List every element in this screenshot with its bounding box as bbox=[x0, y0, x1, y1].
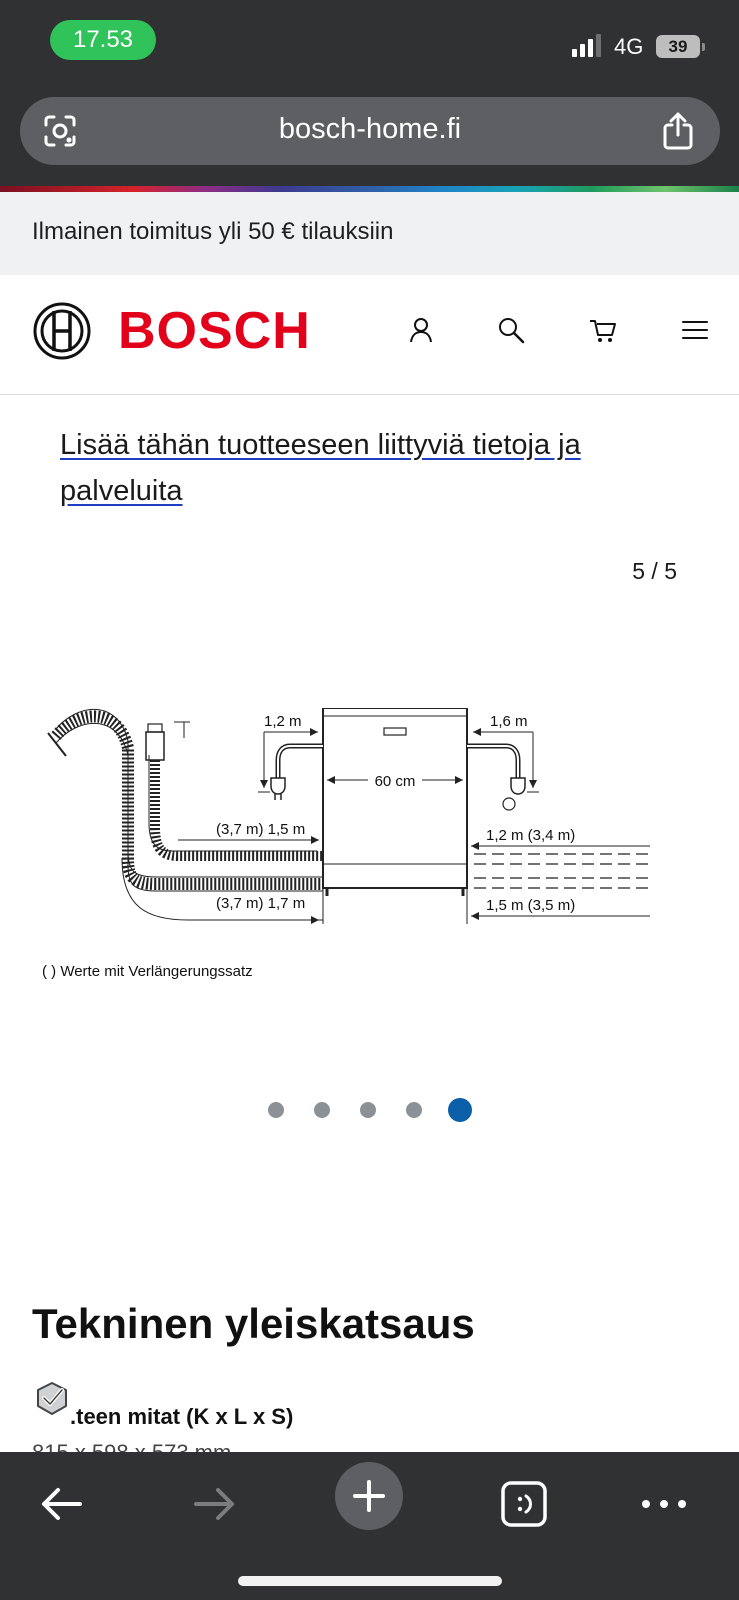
battery-icon: 39 bbox=[656, 35, 700, 58]
site-header bbox=[0, 275, 739, 395]
gallery-dot-2[interactable] bbox=[314, 1102, 330, 1118]
url-text[interactable]: bosch-home.fi bbox=[278, 113, 462, 145]
dishwasher-outline bbox=[323, 708, 467, 924]
search-icon[interactable] bbox=[496, 315, 526, 345]
right-power-cable bbox=[467, 728, 539, 810]
dimensions-icon bbox=[32, 1380, 72, 1418]
gallery-dot-5[interactable] bbox=[448, 1098, 472, 1122]
left-power-cable bbox=[258, 728, 323, 800]
plus-icon bbox=[351, 1478, 387, 1514]
bosch-logo-text[interactable]: BOSCH bbox=[118, 302, 311, 360]
gallery-dot-3[interactable] bbox=[360, 1102, 376, 1118]
right-top-label: 1,6 m bbox=[490, 713, 528, 730]
width-label: 60 cm bbox=[374, 773, 416, 790]
promo-text: Ilmainen toimitus yli 50 € tilauksiin bbox=[32, 218, 394, 245]
more-options-icon[interactable] bbox=[636, 1476, 692, 1532]
forward-arrow-icon[interactable] bbox=[186, 1476, 242, 1532]
left-top-label: 1,2 m bbox=[264, 713, 302, 730]
browser-top-area bbox=[0, 0, 739, 186]
right-upper-label: 1,2 m (3,4 m) bbox=[486, 827, 576, 844]
diagram-footnote: ( ) Werte mit Verlängerungssatz bbox=[42, 963, 253, 980]
gallery-dot-1[interactable] bbox=[268, 1102, 284, 1118]
home-indicator bbox=[238, 1576, 502, 1586]
gallery-counter: 5 / 5 bbox=[632, 558, 677, 584]
browser-bottom-bar bbox=[0, 1452, 739, 1600]
menu-icon[interactable] bbox=[680, 315, 710, 345]
url-bar[interactable] bbox=[20, 97, 720, 165]
new-tab-button[interactable] bbox=[335, 1462, 403, 1530]
gallery-dot-4[interactable] bbox=[406, 1102, 422, 1118]
left-hose-lower-label: (3,7 m) 1,7 m bbox=[216, 895, 306, 912]
drain-hose bbox=[48, 709, 323, 891]
back-arrow-icon[interactable] bbox=[34, 1476, 90, 1532]
promo-banner bbox=[0, 192, 739, 275]
network-type: 4G bbox=[614, 34, 644, 59]
tabs-icon[interactable] bbox=[496, 1476, 552, 1532]
gallery-pagination bbox=[264, 1098, 474, 1122]
installation-diagram[interactable] bbox=[38, 708, 668, 998]
right-dashed-hoses bbox=[474, 854, 650, 888]
bosch-logo-icon[interactable] bbox=[32, 301, 92, 361]
cart-icon[interactable] bbox=[588, 315, 618, 345]
account-icon[interactable] bbox=[406, 315, 436, 345]
status-time: 17.53 bbox=[50, 20, 156, 60]
left-hose-upper-label: (3,7 m) 1,5 m bbox=[216, 821, 306, 838]
product-services-link[interactable]: Lisää tähän tuotteeseen liittyviä tietoja ja palveluita bbox=[60, 429, 581, 507]
right-lower-label: 1,5 m (3,5 m) bbox=[486, 897, 576, 914]
signal-icon bbox=[572, 33, 604, 57]
share-icon[interactable] bbox=[660, 111, 696, 151]
spec-dimensions-label: .teen mitat (K x L x S) bbox=[70, 1404, 294, 1429]
tech-overview-title: Tekninen yleiskatsaus bbox=[32, 1300, 475, 1347]
